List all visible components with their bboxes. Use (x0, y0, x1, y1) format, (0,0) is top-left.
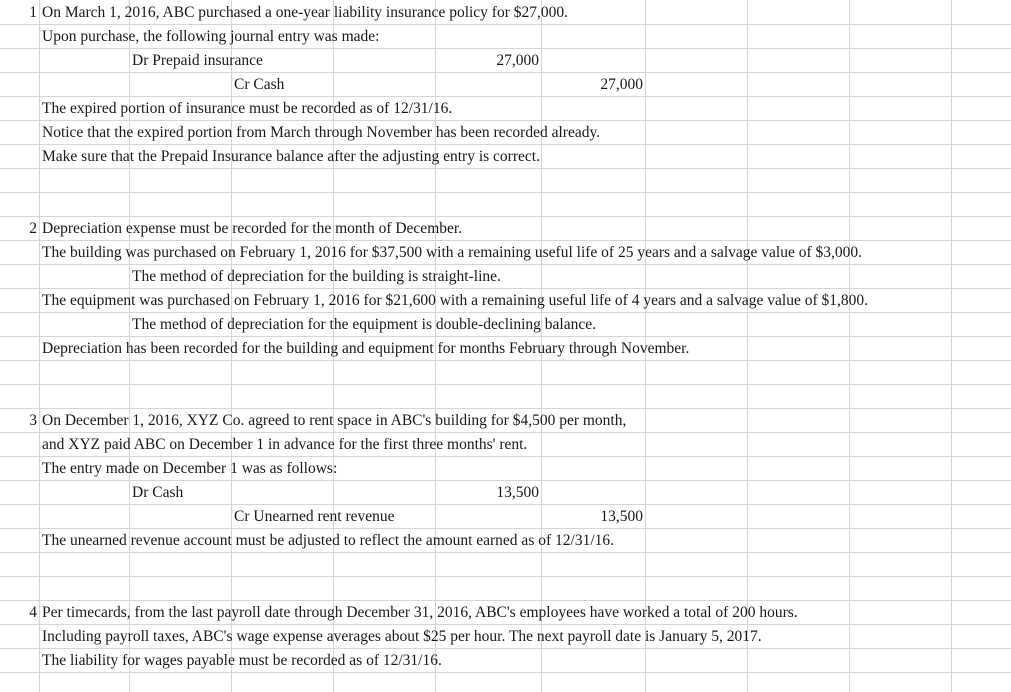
column-gridline (849, 0, 850, 692)
problem-text-line: The liability for wages payable must be recorded as of 12/31/16. (42, 652, 442, 669)
credit-amount: 13,500 (600, 508, 643, 525)
credit-account-label: Cr Cash (234, 76, 285, 93)
problem-text-line: The entry made on December 1 was as follows: (42, 460, 338, 477)
problem-number: 2 (29, 220, 37, 237)
problem-number: 4 (29, 604, 37, 621)
problem-text-line: The unearned revenue account must be adjusted to reflect the amount earned as of 12/31/16. (42, 532, 614, 549)
problem-text-line: Notice that the expired portion from March through November has been recorded already. (42, 124, 601, 141)
problem-text-line: Including payroll taxes, ABC's wage expense averages about $25 per hour. The next payroll date is January 5, 2017. (42, 628, 762, 645)
problem-text-line: Depreciation has been recorded for the building and equipment for months February through November. (42, 340, 690, 357)
debit-account-label: Dr Prepaid insurance (132, 52, 263, 69)
row-gridline (0, 576, 1011, 577)
column-gridline (39, 0, 40, 692)
problem-number: 3 (29, 412, 37, 429)
problem-text-line: The building was purchased on February 1, 2016 for $37,500 with a remaining useful life of 25 years and a salvage value of $3,000. (42, 244, 862, 261)
problem-text-line: The equipment was purchased on February 1, 2016 for $21,600 with a remaining useful life of 4 years and a salvage value of $1,800. (42, 292, 869, 309)
debit-amount: 27,000 (496, 52, 539, 69)
problem-text-line: Make sure that the Prepaid Insurance balance after the adjusting entry is correct. (42, 148, 540, 165)
problem-text-line: On March 1, 2016, ABC purchased a one-year liability insurance policy for $27,000. (42, 4, 569, 21)
credit-account-label: Cr Unearned rent revenue (234, 508, 395, 525)
debit-account-label: Dr Cash (132, 484, 184, 501)
problem-text-line: On December 1, 2016, XYZ Co. agreed to rent space in ABC's building for $4,500 per month, (42, 412, 627, 429)
column-gridline (951, 0, 952, 692)
problem-text-line: The method of depreciation for the equipment is double-declining balance. (132, 316, 596, 333)
problem-text-line: and XYZ paid ABC on December 1 in advance for the first three months' rent. (42, 436, 528, 453)
problem-text-line: Depreciation expense must be recorded for the month of December. (42, 220, 463, 237)
debit-amount: 13,500 (496, 484, 539, 501)
problem-text-line: Upon purchase, the following journal entry was made: (42, 28, 380, 45)
problem-number: 1 (29, 4, 37, 21)
problem-text-line: Per timecards, from the last payroll date through December 31, 2016, ABC's employees have worked a total of 200 hours. (42, 604, 798, 621)
row-gridline (0, 192, 1011, 193)
problem-text-line: The expired portion of insurance must be recorded as of 12/31/16. (42, 100, 453, 117)
column-gridline (747, 0, 748, 692)
problem-text-line: The method of depreciation for the building is straight-line. (132, 268, 501, 285)
credit-amount: 27,000 (600, 76, 643, 93)
row-gridline (0, 384, 1011, 385)
